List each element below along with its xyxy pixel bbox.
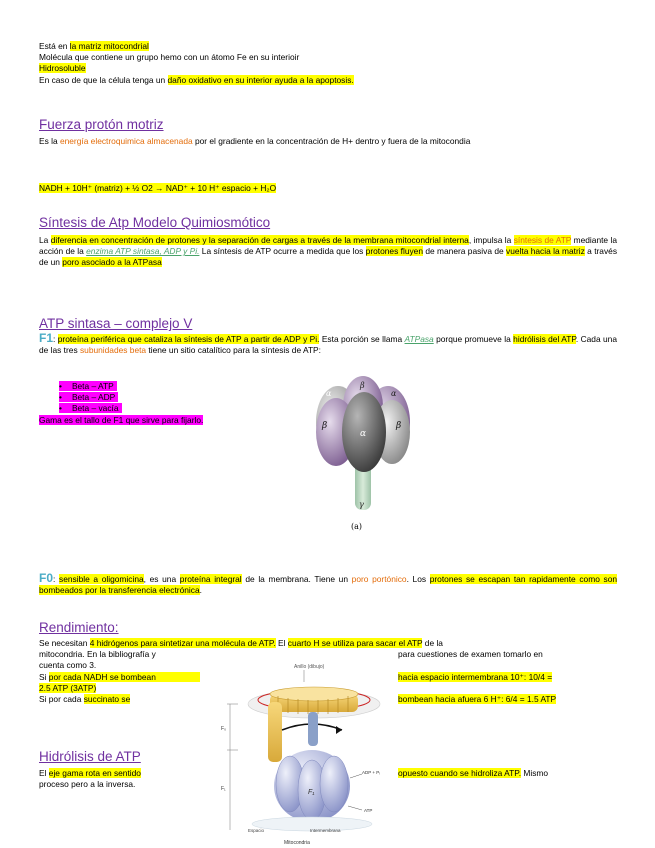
- f1-label: F1: [39, 331, 54, 345]
- beta-label: β: [360, 381, 365, 390]
- hidrolisis-left: [39, 768, 219, 790]
- intro-text: Está en: [39, 41, 70, 51]
- highlight: opuesto cuando se hidroliza ATP.: [398, 768, 522, 778]
- text: Si por cada: [39, 694, 84, 705]
- atp-synthase-f1-figure: [308, 370, 418, 520]
- f0-label: F₀: [221, 726, 227, 732]
- heading-atp-sintasa: ATP sintasa – complejo V: [39, 316, 193, 331]
- equation-text: NADH + 10H⁺ (matriz) + ½ O2 → NAD⁺ + 10 H⁺ espacio + H₂O: [39, 183, 277, 193]
- highlight: protones se escapan tan rapidamente como son bombeados por la transferencia electrónica: [39, 574, 618, 596]
- intro-text: Molécula que contiene un grupo hemo con un átomo Fe en su interioir: [39, 52, 300, 63]
- f0-label: F0: [39, 571, 54, 585]
- text: , es una: [143, 574, 180, 584]
- highlight: 4 hidrógenos para sintetizar una molécula de ATP.: [89, 638, 276, 648]
- gamma-label: γ: [359, 500, 364, 509]
- text: El: [275, 638, 288, 648]
- text: proceso pero a la inversa.: [39, 779, 136, 790]
- figure-label: Intermembrana: [310, 828, 341, 833]
- figure-label: Espacio: [248, 828, 265, 833]
- rendimiento-right-column: [398, 649, 617, 660]
- highlight: sensible a oligomicina: [59, 574, 144, 584]
- bullet-text: • Beta – ADP: [59, 392, 118, 402]
- text: Se necesitan: [39, 638, 90, 648]
- text: . Los: [406, 574, 430, 584]
- text: El: [39, 768, 49, 778]
- heading-sintesis: Síntesis de Atp Modelo Quimiosmótico: [39, 215, 271, 230]
- intro-text: En caso de que la célula tenga un: [39, 74, 168, 85]
- rendimiento-right-column: [398, 672, 617, 683]
- intro-block: [39, 41, 617, 86]
- text: :: [53, 334, 58, 344]
- intro-highlight: daño oxidativo en su interior ayuda a la apoptosis.: [167, 74, 354, 85]
- highlight: proteína integral: [179, 574, 242, 584]
- highlight: eje gama rota en sentido: [48, 768, 141, 778]
- highlight: poro asociado a la ATPasa: [62, 257, 162, 268]
- figure-label-bottom: Mitocondria: [284, 840, 310, 846]
- list-item: [59, 381, 299, 392]
- text: Si: [39, 671, 49, 682]
- green-text: enzima ATP sintasa, ADP y Pi.: [86, 246, 200, 257]
- text: , impulsa la: [468, 235, 514, 245]
- highlight: 2.5 ATP (3ATP): [39, 682, 97, 693]
- alpha-label: α: [391, 389, 397, 398]
- atp-synthase-rotary-figure: [218, 660, 390, 848]
- highlight: bombean hacia afuera 6 H⁺: 6/4 = 1.5 ATP: [398, 694, 557, 704]
- adp-label: ADP + Pᵢ: [362, 770, 381, 775]
- beta-list: [39, 381, 299, 426]
- highlight: diferencia en concentración de protones y la separación de cargas a través de la membrana mitocondrial interna: [50, 235, 469, 245]
- heading-fuerza: Fuerza protón motriz: [39, 117, 164, 132]
- f1-label: F₁: [308, 789, 315, 796]
- heading-hidrolisis: Hidrólisis de ATP: [39, 749, 141, 764]
- bullet-text: • Beta – vacía: [59, 403, 122, 413]
- rendimiento-right-column: [398, 694, 617, 705]
- text: porque promueve la: [433, 334, 514, 344]
- atp-sintasa-paragraph: [39, 333, 617, 356]
- orange-text: subunidades beta: [79, 345, 147, 356]
- sintesis-paragraph: [39, 235, 617, 269]
- highlight: por cada NADH se bombean: [49, 672, 200, 682]
- fuerza-equation: [39, 183, 617, 194]
- heading-rendimiento: Rendimiento:: [39, 620, 119, 635]
- text: a través de un: [39, 246, 618, 268]
- hidrolisis-right: [398, 768, 617, 779]
- fuerza-paragraph: [39, 136, 617, 147]
- highlight: vuelta hacia la matriz: [506, 246, 585, 257]
- text: para cuestiones de examen tomarlo en: [398, 649, 543, 660]
- text: Es la: [39, 136, 60, 146]
- highlight: síntesis de ATP: [513, 235, 572, 245]
- figure-label-top: Anillo (dibujo): [294, 664, 325, 670]
- alpha-label: α: [360, 429, 367, 439]
- text: :: [53, 574, 60, 584]
- orange-text: energía electroquimica almacenada: [59, 136, 193, 146]
- list-item: [59, 403, 299, 414]
- text: Mismo: [521, 768, 549, 778]
- atp-label: ATP: [364, 808, 373, 813]
- green-text: ATPasa: [404, 334, 434, 344]
- text: de la: [422, 638, 443, 648]
- f0-paragraph: [39, 573, 617, 596]
- bullet-text: • Beta – ATP: [59, 381, 117, 391]
- orange-text: poro portónico: [351, 574, 407, 584]
- text: por el gradiente en la concentración de H+ dentro y fuera de la mitocondia: [192, 136, 471, 146]
- highlight: protones fluyen: [365, 246, 423, 257]
- text: de la membrana. Tiene un: [241, 574, 352, 584]
- text: La síntesis de ATP ocurre a medida que los: [199, 246, 366, 257]
- gamma-axle: [308, 712, 318, 746]
- text: .: [199, 585, 202, 596]
- intro-highlight: Hidrosoluble: [39, 63, 86, 74]
- highlight: succinato se: [83, 694, 131, 705]
- beta-label: β: [322, 421, 328, 431]
- text: cuenta como 3.: [39, 660, 97, 671]
- list-item: [59, 392, 299, 403]
- highlight: hacia espacio intermembrana 10⁺: 10/4 =: [398, 671, 553, 682]
- text: mitocondria. En la bibliografía y: [39, 649, 156, 660]
- beta-label: β: [396, 421, 402, 431]
- figure-caption: (a): [351, 522, 363, 531]
- text: Esta porción se llama: [319, 334, 405, 344]
- highlight: cuarto H se utiliza para sacar el ATP: [287, 638, 423, 648]
- highlight: proteína periférica que cataliza la síntesis de ATP a partir de ADP y Pi.: [57, 334, 320, 344]
- peripheral-stalk: [268, 702, 282, 762]
- f1-axis-label: F₁: [221, 786, 226, 792]
- gama-text: Gama es el tallo de F1 que sirve para fijarlo.: [39, 414, 204, 425]
- highlight: hidrólisis del ATP: [513, 334, 576, 344]
- text: mediante la acción de la: [39, 235, 617, 257]
- alpha-label: α: [326, 389, 332, 398]
- intro-highlight: la matriz mitocondrial: [69, 41, 149, 51]
- text: La: [39, 235, 51, 245]
- text: . Cada una de las tres: [39, 334, 617, 356]
- text: de manera pasiva de: [422, 246, 507, 257]
- text: tiene un sitio catalítico para la síntesis de ATP:: [146, 345, 321, 356]
